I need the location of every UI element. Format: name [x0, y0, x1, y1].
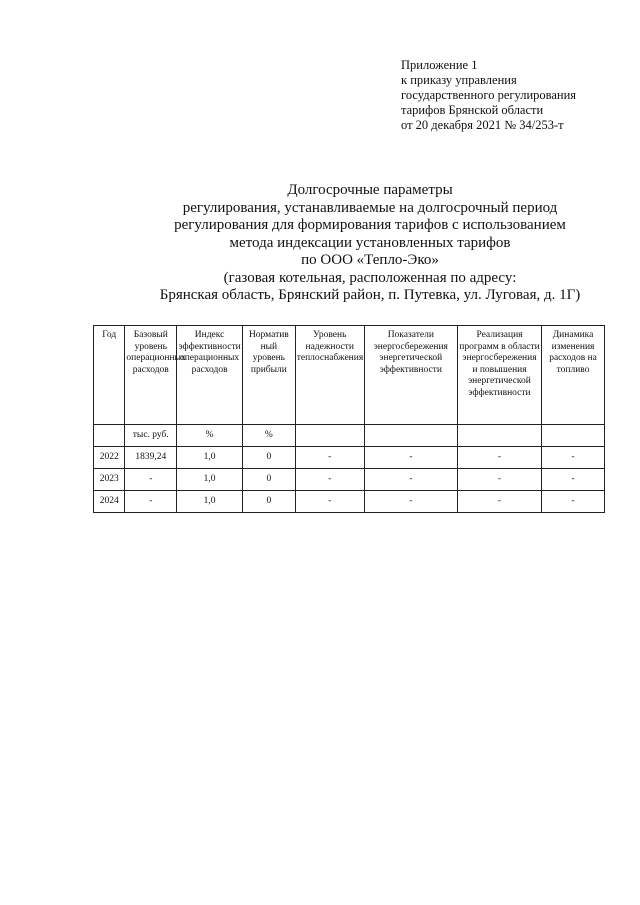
- table-cell: 0: [243, 447, 296, 469]
- table-cell: -: [125, 491, 177, 513]
- units-cell: [457, 425, 541, 447]
- units-cell: [295, 425, 364, 447]
- title-line: Долгосрочные параметры: [287, 182, 453, 198]
- table-cell: 1,0: [177, 491, 243, 513]
- table-cell: -: [295, 469, 364, 491]
- table-header-row: [94, 326, 605, 425]
- table-cell: 1,0: [177, 447, 243, 469]
- table-cell: -: [125, 469, 177, 491]
- table-cell: -: [457, 469, 541, 491]
- appendix-line: тарифов Брянской области: [401, 103, 544, 117]
- table-cell: 2024: [94, 491, 125, 513]
- title-line: (газовая котельная, расположенная по адресу:: [223, 269, 517, 286]
- table-cell: -: [542, 469, 605, 491]
- header-reliability: Уровень надежности теплоснабжения: [295, 326, 364, 425]
- table-cell: -: [295, 447, 364, 469]
- table-cell: -: [542, 447, 605, 469]
- title-line: по ООО «Тепло-Эко»: [301, 252, 439, 268]
- table-cell: -: [364, 491, 457, 513]
- header-profit-norm: Норматив ный уровень прибыли: [243, 326, 296, 425]
- header-base-opex: Базовый уровень операционных расходов: [125, 326, 177, 425]
- appendix-line: к приказу управления: [401, 73, 517, 87]
- table-cell: 0: [243, 469, 296, 491]
- table-cell: 2022: [94, 447, 125, 469]
- table-cell: -: [364, 469, 457, 491]
- table-units-row: [94, 425, 605, 447]
- units-cell: %: [177, 425, 243, 447]
- appendix-line: государственного регулирования: [401, 88, 577, 102]
- table-cell: -: [457, 491, 541, 513]
- header-fuel-dynamics: Динамика изменения расходов на топливо: [542, 326, 605, 425]
- table-cell: -: [364, 447, 457, 469]
- table-cell: 0: [243, 491, 296, 513]
- table-cell: 1,0: [177, 469, 243, 491]
- title-line: регулирования, устанавливаемые на долгосрочный период: [182, 199, 558, 216]
- appendix-line: от 20 декабря 2021 № 34/253-т: [401, 118, 564, 132]
- table-cell: -: [295, 491, 364, 513]
- title-line: регулирования для формирования тарифов с использованием: [174, 217, 566, 233]
- table-cell: 2023: [94, 469, 125, 491]
- table-cell: -: [542, 491, 605, 513]
- title-line: метода индексации установленных тарифов: [229, 234, 511, 251]
- units-cell: [94, 425, 125, 447]
- header-year: Год: [94, 326, 125, 425]
- appendix-block: [401, 58, 576, 133]
- parameters-table: [93, 325, 605, 513]
- appendix-line: Приложение 1: [401, 58, 478, 72]
- units-cell: [364, 425, 457, 447]
- header-efficiency-index: Индекс эффективности операционных расходов: [177, 326, 243, 425]
- table-row: [94, 447, 605, 469]
- table-cell: 1839,24: [125, 447, 177, 469]
- title-line: Брянская область, Брянский район, п. Путевка, ул. Луговая, д. 1Г): [159, 287, 581, 303]
- document-title: [148, 182, 592, 305]
- table-cell: -: [457, 447, 541, 469]
- header-energy-saving: Показатели энергосбережения энергетической эффективности: [364, 326, 457, 425]
- header-programs: Реализация программ в области энергосбережения и повышения энергетической эффективности: [457, 326, 541, 425]
- units-cell: тыс. руб.: [125, 425, 177, 447]
- units-cell: [542, 425, 605, 447]
- units-cell: %: [243, 425, 296, 447]
- table-row: [94, 469, 605, 491]
- table-row: [94, 491, 605, 513]
